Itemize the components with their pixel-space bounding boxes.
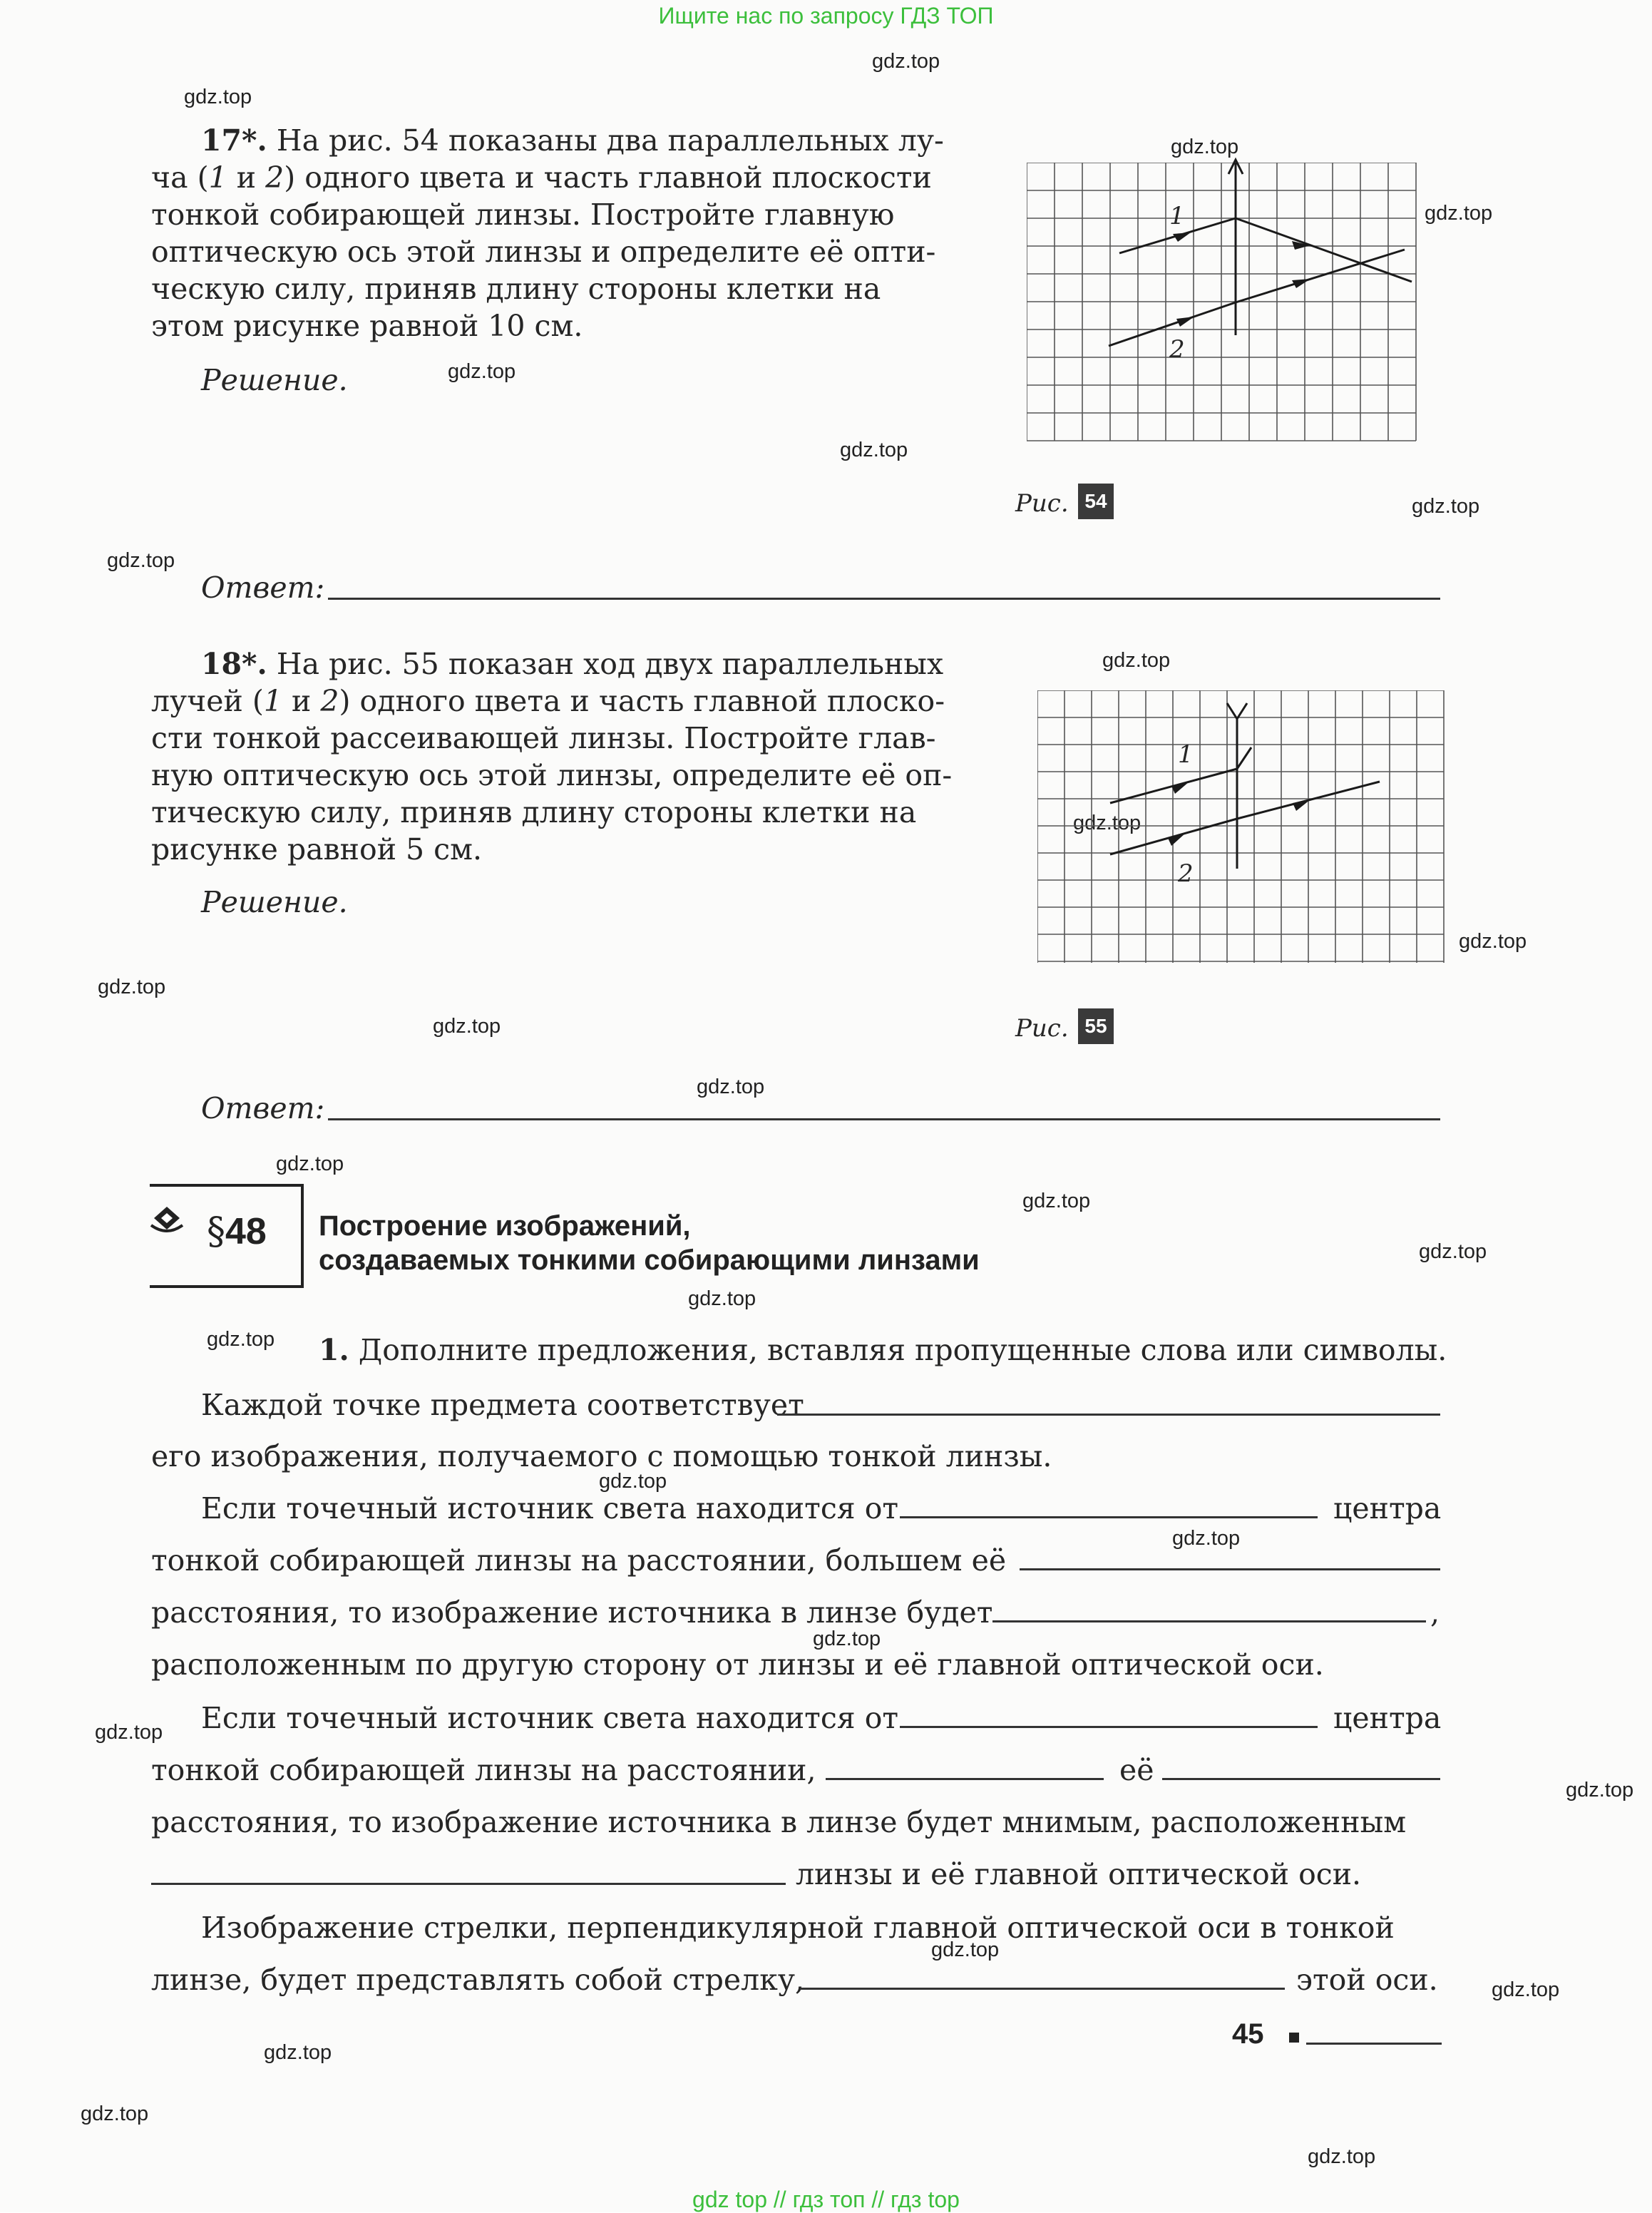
task17-line2-pre: ча (	[151, 160, 209, 195]
figure-55-ray2-label: 2	[1178, 859, 1194, 888]
task1-instruction-line	[319, 1332, 1447, 1369]
task17-ray2-ref: 2	[265, 160, 284, 195]
task17-line4: оптическую ось этой линзы и определите её опти-	[151, 235, 936, 269]
watermark: gdz.top	[264, 2041, 332, 2064]
section-title-line1: Построение изображений,	[319, 1210, 691, 1242]
task1-s4a: Изображение стрелки, перпендикулярной главной оптической оси в тонкой	[201, 1911, 1395, 1945]
watermark: gdz.top	[276, 1153, 344, 1175]
figure-55-number: 55	[1078, 1008, 1114, 1044]
watermark: gdz.top	[688, 1287, 756, 1310]
task18-line4: ную оптическую ось этой линзы, определите её оп-	[151, 758, 953, 792]
watermark: gdz.top	[81, 2102, 149, 2125]
section-number-value: 48	[225, 1211, 267, 1252]
task17-line2	[151, 160, 932, 196]
task17-answer-label: Ответ:	[201, 571, 325, 605]
watermark: gdz.top	[95, 1721, 163, 1744]
watermark: gdz.top	[1073, 812, 1141, 834]
blank-9[interactable]	[800, 1988, 1285, 1990]
task17-answer-line[interactable]	[328, 598, 1440, 600]
task1-s4b-end: этой оси.	[1296, 1963, 1438, 1997]
task17-line1-text: На рис. 54 показаны два параллельных лу-	[276, 123, 944, 158]
task18-answer-label: Ответ:	[201, 1091, 325, 1125]
watermark: gdz.top	[107, 549, 175, 572]
task18-and: и	[292, 684, 312, 718]
page-number: 45	[1232, 2018, 1264, 2050]
watermark: gdz.top	[1412, 495, 1480, 518]
top-banner[interactable]: Ищите нас по запросу ГДЗ ТОП	[658, 3, 994, 29]
figure-54-ray1-label: 1	[1169, 202, 1185, 230]
ray-2-arrow-left	[1176, 317, 1194, 327]
task18-line2-rest: ) одного цвета и часть главной плоско-	[339, 684, 945, 718]
task18-line5: тическую силу, приняв длину стороны клетки на	[151, 795, 917, 829]
task18-line2-pre: лучей (	[151, 684, 264, 718]
task17-number: 17*.	[201, 123, 267, 158]
task1-s2a-end: центра	[1333, 1491, 1442, 1525]
task18-line2	[151, 683, 945, 720]
watermark: gdz.top	[1419, 1240, 1487, 1263]
task18-line1	[201, 646, 943, 683]
task17-and: и	[236, 160, 257, 195]
watermark: gdz.top	[1022, 1190, 1091, 1212]
blank-4[interactable]	[992, 1620, 1426, 1622]
task1-s3b: тонкой собирающей линзы на расстоянии,	[151, 1753, 816, 1787]
task18-line3: сти тонкой рассеивающей линзы. Постройте глав-	[151, 721, 936, 755]
figure-55-ray1-label: 1	[1178, 740, 1194, 769]
blank-7[interactable]	[1162, 1778, 1440, 1780]
task1-s2c-end: ,	[1430, 1595, 1440, 1630]
watermark: gdz.top	[1171, 136, 1239, 158]
page-number-marker	[1289, 2033, 1299, 2043]
watermark: gdz.top	[1459, 930, 1527, 953]
task17-solution-label: Решение.	[201, 363, 348, 397]
ray-1-refracted	[1236, 218, 1412, 282]
task18-number: 18*.	[201, 647, 267, 681]
watermark: gdz.top	[697, 1075, 765, 1098]
blank-8[interactable]	[151, 1883, 786, 1885]
watermark: gdz.top	[599, 1470, 667, 1493]
task1-instruction: Дополните предложения, вставляя пропущенные слова или символы.	[358, 1333, 1447, 1367]
task1-s2c: расстояния, то изображение источника в линзе будет	[151, 1595, 993, 1630]
ray-2-refracted	[1236, 250, 1405, 302]
task18-solution-label: Решение.	[201, 885, 348, 919]
task18-ray2-ref: 2	[320, 684, 339, 718]
task17-line3: тонкой собирающей линзы. Постройте главную	[151, 198, 895, 232]
task17-ray1-ref: 1	[208, 160, 227, 195]
watermark: gdz.top	[1566, 1779, 1634, 1801]
watermark: gdz.top	[184, 86, 252, 108]
task17-line1	[201, 123, 944, 159]
task17-line5: ческую силу, приняв длину стороны клетки на	[151, 272, 881, 306]
task1-number: 1.	[319, 1333, 349, 1367]
section-number	[207, 1210, 267, 1253]
task1-s1b: его изображения, получаемого с помощью тонкой линзы.	[151, 1439, 1052, 1473]
task17-line6: этом рисунке равной 10 см.	[151, 309, 583, 343]
task1-s2d: расположенным по другую сторону от линзы и её главной оптической оси.	[151, 1647, 1324, 1682]
watermark: gdz.top	[1102, 649, 1171, 672]
ray-1-refracted	[1237, 747, 1251, 769]
watermark: gdz.top	[1492, 1978, 1560, 2001]
task1-s2a: Если точечный источник света находится от	[201, 1491, 899, 1525]
blank-6[interactable]	[826, 1778, 1104, 1780]
watermark: gdz.top	[840, 439, 908, 461]
watermark: gdz.top	[207, 1328, 275, 1351]
section-title	[319, 1209, 980, 1277]
figure-54-rays	[1027, 143, 1440, 385]
ray-2-arrow-right	[1292, 279, 1310, 288]
figure-55-rays	[1037, 690, 1451, 904]
watermark: gdz.top	[448, 360, 516, 383]
page-number-rule	[1306, 2043, 1442, 2045]
task18-ray1-ref: 1	[263, 684, 282, 718]
task17-line2-rest: ) одного цвета и часть главной плоскости	[284, 160, 932, 195]
task1-s3d: линзы и её главной оптической оси.	[796, 1857, 1362, 1891]
blank-3[interactable]	[1020, 1568, 1440, 1570]
watermark: gdz.top	[1308, 2145, 1376, 2168]
ray-1-arrow-left	[1173, 232, 1191, 242]
figure-54-number: 54	[1078, 484, 1114, 519]
task18-line1-text: На рис. 55 показан ход двух параллельных	[276, 647, 944, 681]
section-symbol: §	[207, 1210, 225, 1253]
watermark: gdz.top	[433, 1015, 501, 1038]
task1-s3a: Если точечный источник света находится от	[201, 1701, 899, 1735]
blank-1[interactable]	[777, 1414, 1440, 1416]
blank-2[interactable]	[900, 1516, 1318, 1518]
watermark: gdz.top	[813, 1627, 881, 1650]
watermark: gdz.top	[931, 1938, 1000, 1961]
task1-s3b-mid: её	[1119, 1753, 1154, 1787]
task1-s2b: тонкой собирающей линзы на расстоянии, большем её	[151, 1543, 1007, 1578]
blank-5[interactable]	[900, 1726, 1318, 1728]
bottom-banner[interactable]: gdz top // гдз топ // гдз top	[692, 2187, 960, 2212]
task1-s4b: линзе, будет представлять собой стрелку,	[151, 1963, 804, 1997]
figure-55-caption: Рис.	[1015, 1014, 1069, 1043]
watermark: gdz.top	[98, 976, 166, 998]
task1-s1a: Каждой точке предмета соответствует	[201, 1388, 804, 1422]
figure-54-ray2-label: 2	[1169, 335, 1185, 364]
task1-s3a-end: центра	[1333, 1701, 1442, 1735]
watermark: gdz.top	[1425, 202, 1493, 225]
watermark: gdz.top	[1172, 1527, 1241, 1550]
section-title-line2: создаваемых тонкими собирающими линзами	[319, 1245, 980, 1276]
figure-54-caption: Рис.	[1015, 489, 1069, 518]
task1-s3c: расстояния, то изображение источника в линзе будет мнимым, расположенным	[151, 1805, 1407, 1839]
task18-answer-line[interactable]	[328, 1118, 1440, 1120]
watermark: gdz.top	[872, 50, 940, 73]
task18-line6: рисунке равной 5 см.	[151, 832, 483, 867]
